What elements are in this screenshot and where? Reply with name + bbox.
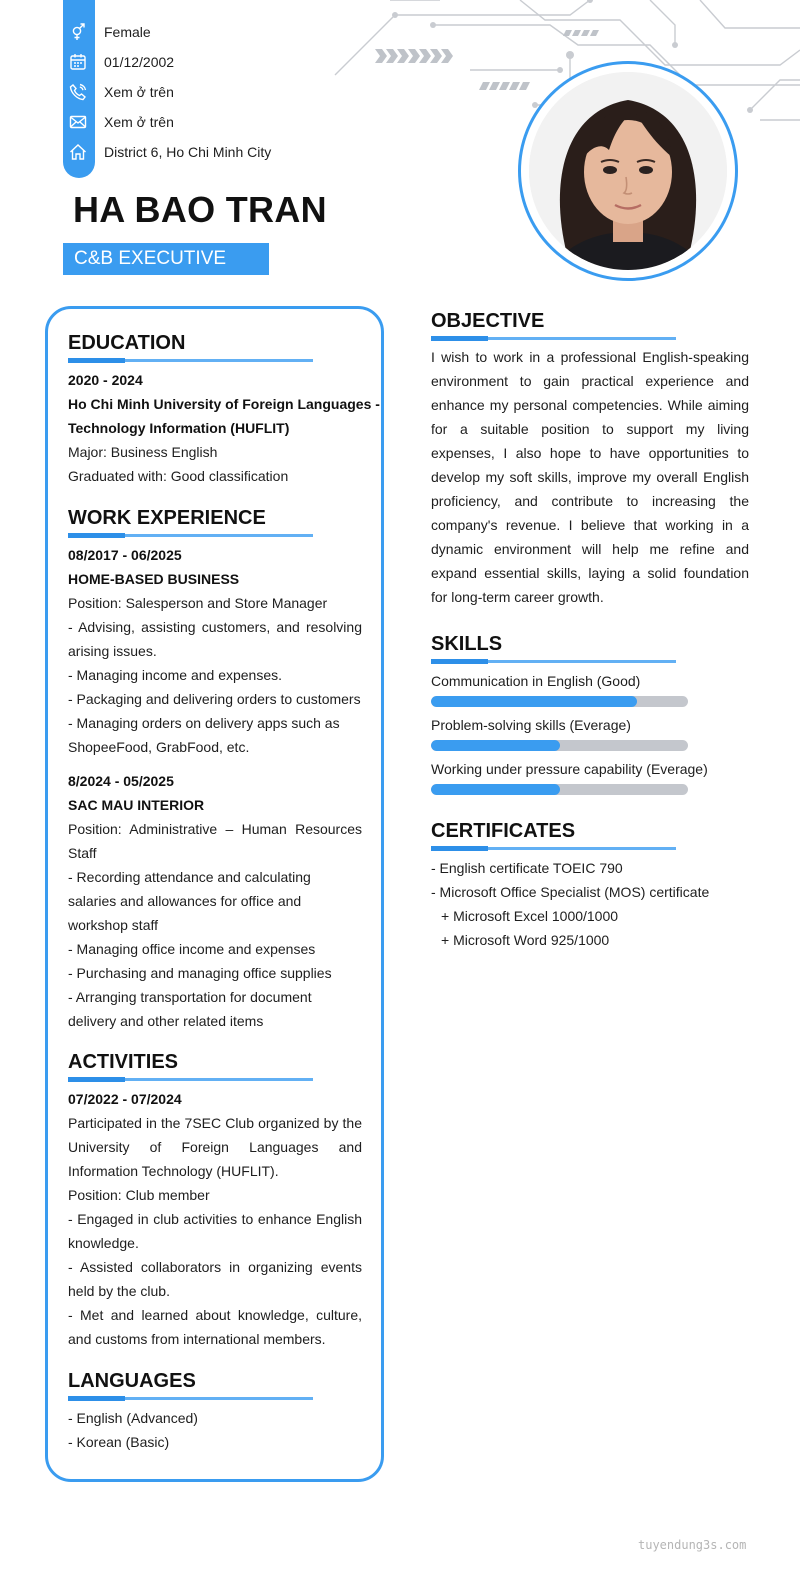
education-period: 2020 - 2024 [68, 372, 143, 388]
languages-underline [68, 1397, 313, 1400]
skill-bar-track [431, 696, 688, 707]
phone-icon [69, 83, 87, 101]
activities-underline [68, 1078, 313, 1081]
skill-bar-track [431, 740, 688, 751]
certificate-item: - English certificate TOEIC 790 [431, 860, 623, 876]
contact-phone [63, 77, 363, 107]
job-title: C&B EXECUTIVE [74, 248, 227, 269]
activities-line: Information Technology (HUFLIT). [68, 1163, 279, 1179]
skills-title: SKILLS [431, 633, 503, 655]
gender-icon [69, 23, 87, 41]
skill-label: Working under pressure capability (Everage) [431, 761, 708, 777]
objective-line: dynamic environment will help me refine and [431, 541, 749, 557]
job-1-line: - Advising, assisting customers, and resolving [68, 619, 362, 635]
contact-email-value: Xem ở trên [104, 114, 174, 130]
job-1-line: - Managing income and expenses. [68, 667, 283, 683]
language-item: - English (Advanced) [68, 1410, 198, 1426]
activities-line: knowledge. [68, 1235, 139, 1251]
certificates-section [431, 856, 751, 952]
calendar-icon [69, 53, 87, 71]
skills-underline [431, 660, 676, 663]
candidate-name: HA BAO TRAN [73, 189, 327, 230]
education-school-line2: Technology Information (HUFLIT) [68, 420, 290, 436]
skill-label: Problem-solving skills (Everage) [431, 717, 631, 733]
education-section [68, 368, 380, 488]
work-experience-title: WORK EXPERIENCE [68, 507, 266, 529]
education-title: EDUCATION [68, 332, 186, 354]
contact-address-value: District 6, Ho Chi Minh City [104, 144, 272, 160]
job-2-line: workshop staff [68, 917, 159, 933]
activities-line: University of Foreign Languages and [68, 1139, 362, 1155]
job-2-period: 8/2024 - 05/2025 [68, 773, 174, 789]
job-1-line: ShopeeFood, GrabFood, etc. [68, 739, 250, 755]
job-1-period: 08/2017 - 06/2025 [68, 547, 182, 563]
job-1-company: HOME-BASED BUSINESS [68, 571, 240, 587]
job-1 [68, 543, 362, 759]
education-major: Major: Business English [68, 444, 218, 460]
language-item: - Korean (Basic) [68, 1434, 170, 1450]
job-2 [68, 769, 362, 1033]
job-1-details [68, 591, 362, 759]
skill-bar-fill [431, 696, 637, 707]
objective-title: OBJECTIVE [431, 310, 545, 332]
job-1-line: Position: Salesperson and Store Manager [68, 595, 328, 611]
activities-line: Position: Club member [68, 1187, 210, 1203]
job-1-line: - Packaging and delivering orders to customers [68, 691, 361, 707]
job-title-badge [63, 243, 269, 275]
contact-phone-value: Xem ở trên [104, 84, 174, 100]
skill-bar-track [431, 784, 688, 795]
job-2-company: SAC MAU INTERIOR [68, 797, 205, 813]
activities-line: held by the club. [68, 1283, 170, 1299]
objective-underline [431, 337, 676, 340]
education-underline [68, 359, 313, 362]
job-2-line: salaries and allowances for office and [68, 893, 302, 909]
objective-line: environment to gain practical experience and [431, 373, 749, 389]
job-2-line: Staff [68, 845, 97, 861]
work-experience-underline [68, 534, 313, 537]
contact-email [63, 107, 363, 137]
contact-birthday-value: 01/12/2002 [104, 54, 175, 70]
education-school-line1: Ho Chi Minh University of Foreign Languages - [68, 396, 380, 412]
certificate-subitem: + Microsoft Word 925/1000 [441, 932, 610, 948]
job-2-line: delivery and other related items [68, 1013, 264, 1029]
skill-label: Communication in English (Good) [431, 673, 641, 689]
objective-text [431, 345, 749, 609]
activities-details [68, 1111, 362, 1351]
languages-title: LANGUAGES [68, 1370, 196, 1392]
activities-line: Participated in the 7SEC Club organized by the [68, 1115, 362, 1131]
job-1-line: arising issues. [68, 643, 157, 659]
job-2-line: - Managing office income and expenses [68, 941, 316, 957]
skill-bar-fill [431, 784, 560, 795]
objective-line: for long-term career growth. [431, 589, 604, 605]
job-2-line: Position: Administrative – Human Resources [68, 821, 362, 837]
activities-line: - Met and learned about knowledge, culture, [68, 1307, 362, 1323]
certificates-underline [431, 847, 676, 850]
objective-line: develop my soft skills, improve my overall English [431, 469, 749, 485]
job-1-line: - Managing orders on delivery apps such as [68, 715, 340, 731]
certificates-title: CERTIFICATES [431, 820, 576, 842]
objective-line: proficiency, and contribute to increasing the [431, 493, 749, 509]
contact-birthday [63, 47, 363, 77]
activities-line: and customs from international members. [68, 1331, 326, 1347]
profile-photo [529, 72, 727, 270]
education-graduated: Graduated with: Good classification [68, 468, 289, 484]
skill-bar-fill [431, 740, 560, 751]
activities-line: - Engaged in club activities to enhance English [68, 1211, 362, 1227]
activities-line: - Assisted collaborators in organizing events [68, 1259, 362, 1275]
watermark: tuyendung3s.com [638, 1538, 747, 1552]
certificate-item: - Microsoft Office Specialist (MOS) certificate [431, 884, 710, 900]
activities-period: 07/2022 - 07/2024 [68, 1091, 182, 1107]
contact-gender-value: Female [104, 24, 151, 40]
certificate-subitem: + Microsoft Excel 1000/1000 [441, 908, 619, 924]
objective-line: for a suitable position to support my living [431, 421, 749, 437]
job-2-line: - Recording attendance and calculating [68, 869, 311, 885]
email-icon [69, 113, 87, 131]
objective-line: expand essential skills, laying a solid foundation [431, 565, 749, 581]
job-2-line: - Arranging transportation for document [68, 989, 312, 1005]
objective-line: company's revenue. I believe that working in a [431, 517, 749, 533]
job-2-details [68, 817, 362, 1033]
home-icon [69, 143, 87, 161]
languages-section [68, 1406, 362, 1454]
activities-title: ACTIVITIES [68, 1051, 179, 1073]
objective-line: expenses, I also hope to have opportunities to [431, 445, 749, 461]
objective-line: enhance my personal competencies. While aiming [431, 397, 749, 413]
job-2-line: - Purchasing and managing office supplies [68, 965, 332, 981]
contact-gender [63, 17, 363, 47]
contact-address [63, 137, 363, 167]
objective-line: I wish to work in a professional English-speaking [431, 349, 749, 365]
activities-section [68, 1087, 362, 1351]
